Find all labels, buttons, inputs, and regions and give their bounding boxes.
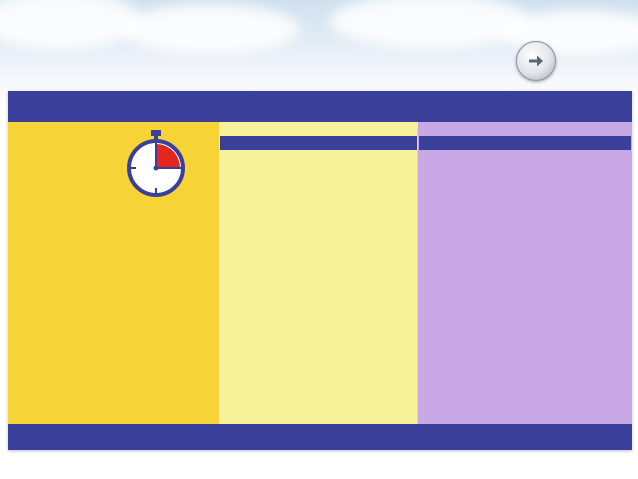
cloud-shape [330,0,530,49]
usual-presentation-header [220,136,417,150]
triage-card [8,91,632,450]
cloud-shape [0,0,140,50]
cloud-shape [120,4,300,54]
arrow-right-icon [524,49,548,73]
triage-footer-band [8,424,632,450]
sentinel-diagnosis-header [419,136,631,150]
stopwatch-icon [126,128,186,200]
big-digit-watermark [18,149,218,419]
next-slide-button[interactable] [516,41,556,81]
usual-column-bg [219,129,418,424]
triage-header-band [8,91,632,122]
usual-column-top [219,122,418,129]
